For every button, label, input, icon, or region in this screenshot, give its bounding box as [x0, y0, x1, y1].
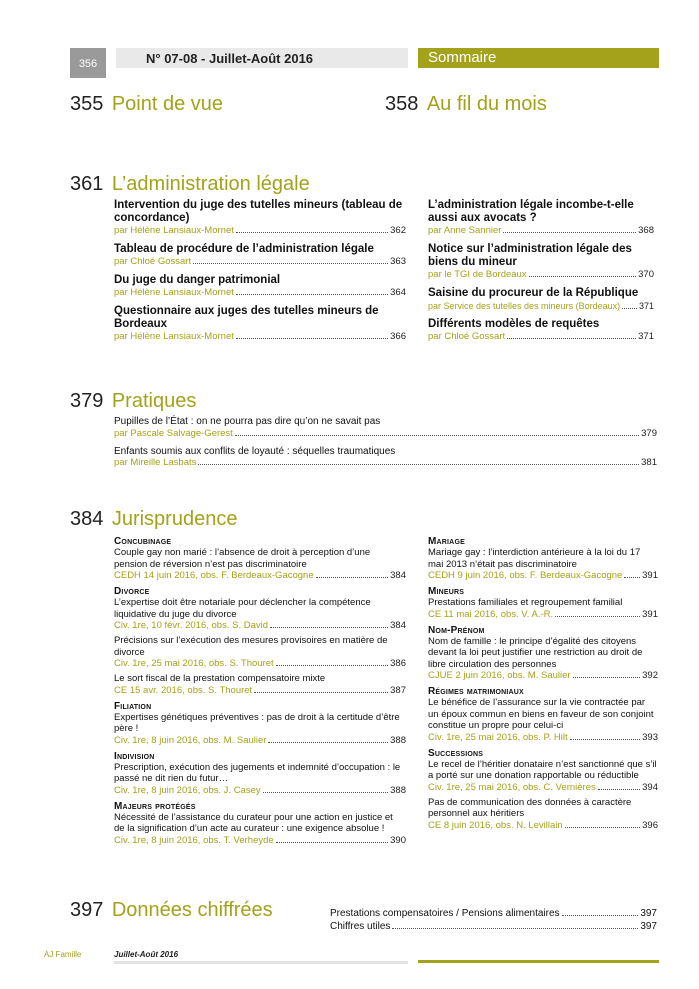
article-entry[interactable] [428, 243, 654, 281]
article-byline [428, 300, 654, 312]
juris-text: L’expertise doit être notariale pour déclencher la compétence liquidative du juge du divorce [114, 597, 371, 620]
juris-category: Indivision [114, 750, 155, 762]
juris-entry[interactable] [114, 812, 406, 847]
section-title: L’administration légale [111, 173, 310, 195]
juris-entry[interactable] [428, 597, 658, 621]
article-entry[interactable] [114, 274, 406, 299]
juris-category: Concubinage [114, 536, 172, 547]
article-title: Questionnaire aux juges des tutelles mineurs de Bordeaux [114, 305, 379, 330]
page-ref: 390 [390, 834, 406, 846]
juris-category-group [114, 751, 406, 797]
article-byline [428, 331, 654, 343]
juris-entry[interactable] [428, 547, 658, 582]
decision-ref: Civ. 1re, 10 févr. 2016, obs. S. David [114, 620, 269, 631]
article-title: Intervention du juge des tutelles mineurs (tableau de concordance) [114, 199, 403, 224]
juris-category-group [114, 801, 406, 847]
page-ref: 370 [638, 269, 654, 280]
decision-ref: CE 8 juin 2016, obs. N. Levillain [428, 819, 563, 831]
page-ref: 396 [642, 819, 658, 831]
article-byline [114, 428, 657, 440]
item-label: Prestations compensatoires / Pensions alimentaires [330, 908, 560, 919]
juris-text: Prestations familiales et regroupement familial [428, 597, 623, 608]
juris-reference [114, 570, 406, 582]
article-entry[interactable] [428, 199, 654, 237]
juris-category: Nom-Prénom [428, 624, 485, 636]
juris-reference [114, 658, 406, 670]
page-ref: 397 [640, 908, 657, 919]
juris-text: Prescription, exécution des jugements et indemnité d’occupation : le passé ne dit rien du futur… [114, 761, 401, 784]
juris-category-group [114, 536, 406, 582]
decision-ref: CE 15 avr. 2016, obs. S. Thouret [114, 684, 253, 696]
juris-reference [428, 782, 658, 794]
juris-reference [428, 670, 658, 682]
section-title: Jurisprudence [111, 508, 238, 530]
decision-ref: Civ. 1re, 25 mai 2016, obs. C. Vernières [428, 781, 596, 793]
author: par le TGI de Bordeaux [428, 269, 527, 280]
article-title: Enfants soumis aux conflits de loyauté : séquelles traumatiques [114, 445, 396, 457]
juris-reference [114, 620, 406, 632]
juris-entry[interactable] [114, 673, 406, 697]
article-byline [114, 457, 657, 469]
juris-reference [114, 735, 406, 747]
section-point-de-vue[interactable] [70, 93, 223, 116]
juris-category: Régimes matrimoniaux [428, 686, 524, 697]
page-ref: 394 [642, 781, 658, 793]
section-number: 361 [70, 173, 104, 195]
author: par Pascale Salvage-Gerest [114, 427, 233, 439]
page-ref: 364 [390, 287, 406, 298]
article-entry[interactable] [114, 305, 406, 343]
juris-text: Couple gay non marié : l’absence de droit à perception d’une pension de réversion n’est pas discriminatoire [114, 547, 371, 570]
admin-left-column [114, 199, 406, 349]
juris-category: Divorce [114, 586, 150, 597]
juris-entry[interactable] [428, 697, 658, 744]
juris-entry[interactable] [114, 547, 406, 582]
page-ref: 379 [641, 427, 657, 439]
author: par Chloé Gossart [428, 331, 506, 342]
article-entry[interactable] [114, 243, 406, 268]
page-ref: 362 [390, 225, 406, 236]
donnees-item[interactable] [330, 907, 657, 920]
article-byline [428, 269, 654, 281]
juris-entry[interactable] [114, 597, 406, 632]
juris-entry[interactable] [428, 636, 658, 683]
article-title: Saisine du procureur de la République [428, 287, 639, 299]
section-au-fil-du-mois[interactable] [385, 93, 547, 116]
article-title: Tableau de procédure de l’administration légale [114, 243, 374, 255]
juris-entry[interactable] [428, 759, 658, 794]
juris-reference [428, 820, 658, 832]
section-pratiques[interactable] [70, 390, 196, 413]
author: par Mireille Lasbats [114, 457, 197, 468]
article-title: Différents modèles de requêtes [428, 318, 600, 330]
decision-ref: Civ. 1re, 8 juin 2016, obs. M. Saulier [114, 734, 267, 746]
decision-ref: CE 11 mai 2016, obs. V. A.-R. [428, 608, 554, 620]
juris-category-group [114, 586, 406, 697]
juris-category-group [428, 625, 658, 683]
article-title: L’administration légale incombe-t-elle aussi aux avocats ? [428, 199, 634, 224]
decision-ref: Civ. 1re, 25 mai 2016, obs. S. Thouret [114, 658, 274, 669]
article-byline [114, 331, 406, 343]
article-entry[interactable] [428, 318, 654, 343]
author: par Service des tutelles des mineurs (Bordeaux) [428, 301, 621, 311]
page-ref: 371 [638, 331, 654, 342]
author: par Chloé Gossart [114, 256, 192, 267]
decision-ref: Civ. 1re, 8 juin 2016, obs. T. Verheyde [114, 834, 274, 846]
juris-reference [428, 609, 658, 621]
juris-text: Précisions sur l’exécution des mesures provisoires en matière de divorce [114, 635, 388, 658]
juris-text: Nécessité de l’assistance du curateur pour une action en justice et de la signification d’un acte au curateur : une exigence absolue ! [114, 811, 393, 834]
section-title: Pratiques [111, 390, 197, 412]
juris-reference [114, 835, 406, 847]
author: par Hélène Lansiaux-Mornet [114, 331, 234, 342]
section-title: Données chiffrées [111, 899, 273, 921]
article-byline [428, 225, 654, 237]
article-entry[interactable] [114, 446, 657, 470]
juris-category: Mariage [428, 536, 465, 547]
section-administration-legale[interactable] [70, 173, 310, 196]
juris-entry[interactable] [114, 762, 406, 797]
section-number: 379 [70, 390, 104, 412]
juris-category: Mineurs [428, 586, 465, 597]
page-ref: 363 [390, 256, 406, 267]
decision-ref: Civ. 1re, 25 mai 2016, obs. P. Hilt [428, 731, 568, 743]
article-byline [114, 287, 406, 299]
juris-category: Majeurs protégés [114, 800, 196, 812]
item-label: Chiffres utiles [330, 921, 391, 932]
juris-entry[interactable] [114, 635, 406, 670]
footer-date: Juillet-Août 2016 [114, 950, 179, 959]
juris-entry[interactable] [428, 797, 658, 832]
article-entry[interactable] [114, 199, 406, 237]
juris-category-group [428, 586, 658, 621]
page-ref: 388 [390, 734, 406, 746]
juris-category-group [428, 686, 658, 744]
article-title: Pupilles de l’État : on ne pourra pas dire qu’on ne savait pas [114, 416, 381, 427]
page-ref: 386 [390, 658, 406, 669]
section-number: 397 [70, 899, 104, 921]
page-ref: 393 [642, 731, 658, 743]
juris-left-column [114, 536, 406, 851]
issue-label: N° 07-08 - Juillet-Août 2016 [146, 51, 314, 66]
article-title: Notice sur l’administration légale des biens du mineur [428, 243, 632, 268]
juris-text: Expertises génétiques préventives : pas de droit à la certitude d’être père ! [114, 711, 400, 734]
page-ref: 381 [641, 457, 657, 468]
sommaire-label: Sommaire [428, 49, 497, 66]
author: par Hélène Lansiaux-Mornet [114, 225, 234, 236]
admin-right-column [428, 199, 654, 349]
decision-ref: CJUE 2 juin 2016, obs. M. Saulier [428, 670, 571, 681]
section-title: Au fil du mois [426, 93, 547, 115]
juris-reference [114, 685, 406, 697]
page-ref: 387 [390, 684, 406, 696]
page-ref: 366 [390, 331, 406, 342]
section-number: 358 [385, 93, 419, 115]
page-number: 356 [78, 58, 98, 70]
donnees-item[interactable] [330, 920, 657, 933]
footer-rule-grey [114, 961, 408, 964]
article-title: Du juge du danger patrimonial [114, 274, 281, 286]
juris-text: Pas de communication des données à caractère personnel aux héritiers [428, 796, 632, 819]
donnees-list [330, 907, 657, 933]
juris-text: Nom de famille : le principe d’égalité des citoyens devant la loi peut justifier une restriction au droit de libre circulation des personnes [428, 635, 643, 670]
juris-right-column [428, 536, 658, 836]
juris-text: Le sort fiscal de la prestation compensatoire mixte [114, 673, 326, 684]
author: par Hélène Lansiaux-Mornet [114, 287, 234, 298]
juris-reference [114, 785, 406, 797]
section-jurisprudence[interactable] [70, 508, 237, 531]
decision-ref: CEDH 9 juin 2016, obs. F. Berdeaux-Gacogne [428, 570, 623, 581]
article-entry[interactable] [114, 416, 657, 440]
page-ref: 397 [640, 921, 657, 932]
pratiques-list [114, 416, 657, 469]
section-number: 355 [70, 93, 104, 115]
page-ref: 384 [390, 620, 406, 631]
juris-text: Le recel de l’héritier donataire n’est sanctionné que s’il a porté sur une donation rapportable ou réductible [428, 758, 657, 781]
juris-entry[interactable] [114, 712, 406, 747]
decision-ref: CEDH 14 juin 2016, obs. F. Berdeaux-Gacogne [114, 570, 314, 581]
juris-category-group [428, 748, 658, 832]
page-ref: 368 [638, 225, 654, 236]
section-title: Point de vue [111, 93, 224, 115]
juris-reference [428, 732, 658, 744]
page-ref: 391 [642, 570, 658, 581]
footer-journal: AJ Famille [44, 950, 82, 959]
page-ref: 392 [642, 670, 658, 681]
juris-category: Successions [428, 747, 484, 759]
juris-reference [428, 570, 658, 582]
page-ref: 371 [638, 301, 654, 311]
article-byline [114, 225, 406, 237]
page-ref: 388 [390, 784, 406, 796]
author: par Anne Sannier [428, 225, 502, 236]
juris-category: Filiation [114, 700, 152, 712]
section-donnees-chiffrees[interactable] [70, 899, 273, 922]
article-entry[interactable] [428, 287, 654, 312]
juris-text: Mariage gay : l’interdiction antérieure à la loi du 17 mai 2013 n’était pas discriminatoire [428, 547, 641, 570]
section-number: 384 [70, 508, 104, 530]
decision-ref: Civ. 1re, 8 juin 2016, obs. J. Casey [114, 784, 261, 796]
juris-category-group [114, 701, 406, 747]
page-ref: 384 [390, 570, 406, 581]
page-ref: 391 [642, 608, 658, 620]
article-byline [114, 256, 406, 268]
juris-category-group [428, 536, 658, 582]
footer-rule-olive [418, 960, 659, 963]
juris-text: Le bénéfice de l’assurance sur la vie contractée par un époux commun en biens en faveur de son conjoint constitue un propre pour celui-ci [428, 697, 654, 731]
